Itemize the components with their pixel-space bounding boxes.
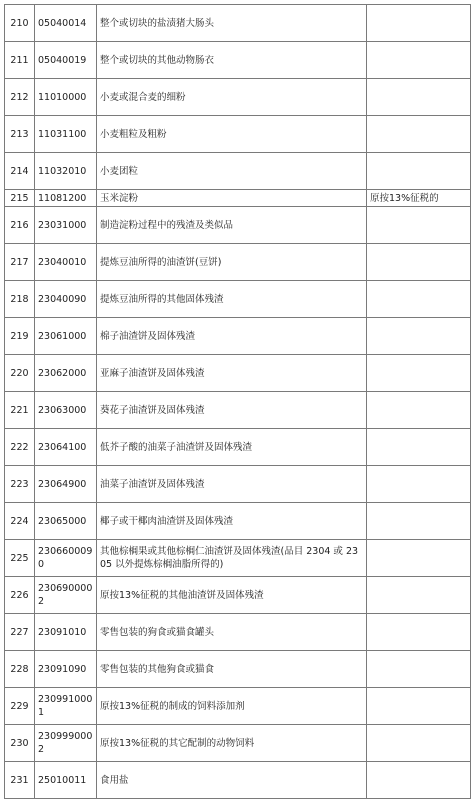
item-name-cell: 整个或切块的其他动物肠衣 (97, 42, 367, 79)
item-name-cell: 葵花子油渣饼及固体残渣 (97, 392, 367, 429)
row-number-cell: 221 (5, 392, 35, 429)
row-number-cell: 226 (5, 577, 35, 614)
tax-item-table (4, 4, 471, 799)
row-number-cell: 213 (5, 116, 35, 153)
table-body (5, 5, 471, 799)
tariff-code-cell: 11081200 (35, 190, 97, 207)
item-name-cell: 整个或切块的盐渍猪大肠头 (97, 5, 367, 42)
item-name-cell: 零售包装的其他狗食或猫食 (97, 651, 367, 688)
row-number-cell: 217 (5, 244, 35, 281)
table-row (5, 207, 471, 244)
note-cell (367, 577, 471, 614)
note-cell (367, 355, 471, 392)
item-name-cell: 椰子或干椰肉油渣饼及固体残渣 (97, 503, 367, 540)
table-row (5, 688, 471, 725)
row-number-cell: 214 (5, 153, 35, 190)
note-cell (367, 651, 471, 688)
tariff-code-cell: 23062000 (35, 355, 97, 392)
row-number-cell: 220 (5, 355, 35, 392)
tariff-code-cell: 2306600090 (35, 540, 97, 577)
item-name-cell: 小麦或混合麦的细粉 (97, 79, 367, 116)
row-number-cell: 215 (5, 190, 35, 207)
table-row (5, 42, 471, 79)
note-cell (367, 688, 471, 725)
item-name-cell: 小麦团粒 (97, 153, 367, 190)
tariff-code-cell: 23061000 (35, 318, 97, 355)
table-row (5, 79, 471, 116)
note-cell (367, 466, 471, 503)
tariff-code-cell: 23065000 (35, 503, 97, 540)
tariff-code-cell: 23064900 (35, 466, 97, 503)
note-cell: 原按13%征税的 (367, 190, 471, 207)
row-number-cell: 210 (5, 5, 35, 42)
row-number-cell: 222 (5, 429, 35, 466)
table-row (5, 355, 471, 392)
table-row (5, 244, 471, 281)
item-name-cell: 玉米淀粉 (97, 190, 367, 207)
tariff-code-cell: 23091010 (35, 614, 97, 651)
table-row (5, 392, 471, 429)
table-row (5, 5, 471, 42)
tariff-code-cell: 11010000 (35, 79, 97, 116)
row-number-cell: 231 (5, 762, 35, 799)
note-cell (367, 762, 471, 799)
row-number-cell: 211 (5, 42, 35, 79)
note-cell (367, 244, 471, 281)
item-name-cell: 其他棕榈果或其他棕榈仁油渣饼及固体残渣(品目 2304 或 2305 以外提炼棕榈油脂所得的) (97, 540, 367, 577)
item-name-cell: 食用盐 (97, 762, 367, 799)
row-number-cell: 228 (5, 651, 35, 688)
tariff-code-cell: 2306900002 (35, 577, 97, 614)
table-row (5, 318, 471, 355)
item-name-cell: 低芥子酸的油菜子油渣饼及固体残渣 (97, 429, 367, 466)
table-row (5, 503, 471, 540)
tariff-code-cell: 23040010 (35, 244, 97, 281)
tariff-code-cell: 23063000 (35, 392, 97, 429)
table-row (5, 651, 471, 688)
row-number-cell: 225 (5, 540, 35, 577)
row-number-cell: 227 (5, 614, 35, 651)
tariff-code-cell: 05040019 (35, 42, 97, 79)
table-row (5, 429, 471, 466)
table-row (5, 281, 471, 318)
note-cell (367, 429, 471, 466)
item-name-cell: 原按13%征税的制成的饲料添加剂 (97, 688, 367, 725)
note-cell (367, 614, 471, 651)
note-cell (367, 79, 471, 116)
row-number-cell: 224 (5, 503, 35, 540)
table-row (5, 725, 471, 762)
tax-item-table-container (4, 4, 471, 799)
note-cell (367, 318, 471, 355)
tariff-code-cell: 23064100 (35, 429, 97, 466)
item-name-cell: 零售包装的狗食或猫食罐头 (97, 614, 367, 651)
table-row (5, 190, 471, 207)
table-row (5, 116, 471, 153)
table-row (5, 540, 471, 577)
note-cell (367, 116, 471, 153)
note-cell (367, 503, 471, 540)
tariff-code-cell: 05040014 (35, 5, 97, 42)
note-cell (367, 42, 471, 79)
row-number-cell: 219 (5, 318, 35, 355)
note-cell (367, 392, 471, 429)
row-number-cell: 229 (5, 688, 35, 725)
item-name-cell: 棉子油渣饼及固体残渣 (97, 318, 367, 355)
row-number-cell: 230 (5, 725, 35, 762)
item-name-cell: 亚麻子油渣饼及固体残渣 (97, 355, 367, 392)
item-name-cell: 油菜子油渣饼及固体残渣 (97, 466, 367, 503)
tariff-code-cell: 25010011 (35, 762, 97, 799)
note-cell (367, 153, 471, 190)
table-row (5, 153, 471, 190)
table-row (5, 762, 471, 799)
note-cell (367, 5, 471, 42)
item-name-cell: 提炼豆油所得的其他固体残渣 (97, 281, 367, 318)
tariff-code-cell: 11032010 (35, 153, 97, 190)
note-cell (367, 281, 471, 318)
item-name-cell: 小麦粗粒及粗粉 (97, 116, 367, 153)
row-number-cell: 223 (5, 466, 35, 503)
table-row (5, 577, 471, 614)
table-row (5, 614, 471, 651)
table-row (5, 466, 471, 503)
note-cell (367, 725, 471, 762)
item-name-cell: 原按13%征税的其它配制的动物饲料 (97, 725, 367, 762)
row-number-cell: 216 (5, 207, 35, 244)
note-cell (367, 207, 471, 244)
tariff-code-cell: 2309990002 (35, 725, 97, 762)
tariff-code-cell: 23040090 (35, 281, 97, 318)
item-name-cell: 提炼豆油所得的油渣饼(豆饼) (97, 244, 367, 281)
item-name-cell: 制造淀粉过程中的残渣及类似品 (97, 207, 367, 244)
note-cell (367, 540, 471, 577)
tariff-code-cell: 23091090 (35, 651, 97, 688)
tariff-code-cell: 11031100 (35, 116, 97, 153)
item-name-cell: 原按13%征税的其他油渣饼及固体残渣 (97, 577, 367, 614)
row-number-cell: 212 (5, 79, 35, 116)
tariff-code-cell: 2309910001 (35, 688, 97, 725)
row-number-cell: 218 (5, 281, 35, 318)
tariff-code-cell: 23031000 (35, 207, 97, 244)
